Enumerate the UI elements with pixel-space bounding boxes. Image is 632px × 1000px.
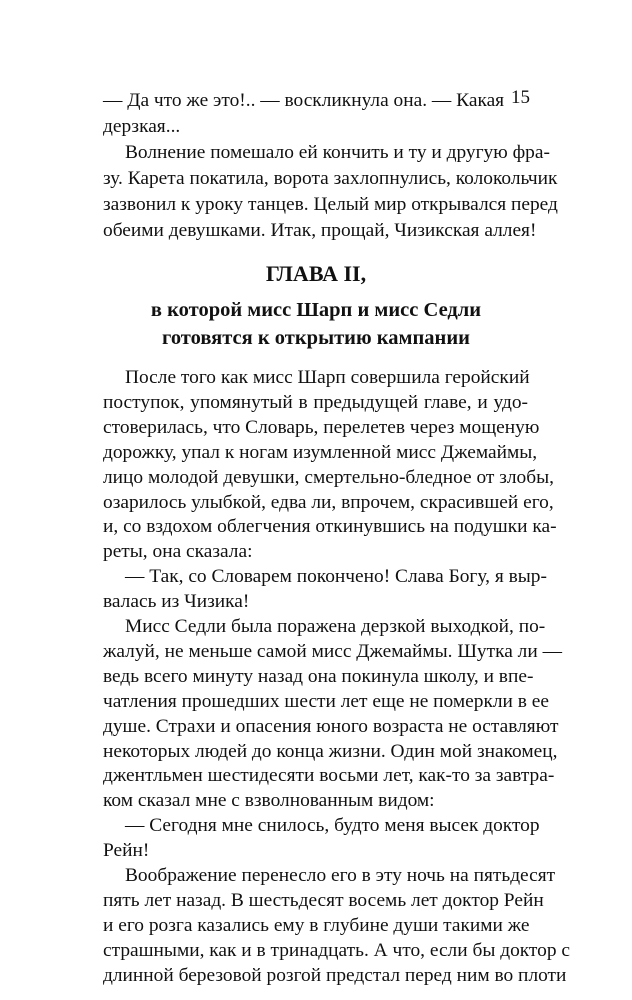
text-line: дорожку, упал к ногам изумленной мисс Джемаймы, bbox=[103, 441, 538, 463]
text-line: — Сегодня мне снилось, будто меня высек доктор bbox=[125, 815, 540, 837]
chapter-subtitle-line: готовятся к открытию кампании bbox=[162, 327, 470, 349]
text-line: зу. Карета покатила, ворота захлопнулись, колокольчик bbox=[103, 168, 558, 189]
text-line: пять лет назад. В шестьдесят восемь лет доктор Рейн bbox=[103, 889, 544, 911]
text-line: и, со вздохом облегчения откинувшись на подушки ка- bbox=[103, 516, 557, 538]
text-line: озарилось улыбкой, едва ли, впрочем, скрасившей его, bbox=[103, 491, 554, 513]
text-line: поступок, упомянутый в предыдущей главе, и удо- bbox=[103, 391, 528, 413]
text-line: стоверилась, что Словарь, перелетев через мощеную bbox=[103, 416, 540, 438]
text-line: душе. Страхи и опасения юного возраста не оставляют bbox=[103, 715, 559, 737]
text-line: некоторых людей до конца жизни. Один мой знакомец, bbox=[103, 740, 558, 762]
text-line: джентльмен шестидесяти восьми лет, как-то за завтра- bbox=[103, 765, 555, 787]
text-line: Воображение перенесло его в эту ночь на пятьдесят bbox=[125, 865, 556, 886]
chapter-title: ГЛАВА II, bbox=[265, 261, 367, 286]
text-line: лицо молодой девушки, смертельно-бледное от злобы, bbox=[103, 466, 554, 488]
text-line: ком сказал мне с взволнованным видом: bbox=[103, 790, 435, 812]
text-line: реты, она сказала: bbox=[103, 541, 253, 563]
text-line: Волнение помешало ей кончить и ту и другую фра- bbox=[125, 142, 550, 163]
text-line: ведь всего минуту назад она покинула школу, и впе- bbox=[103, 665, 534, 687]
text-line: После того как мисс Шарп совершила геройский bbox=[125, 367, 530, 388]
text-line: чатления прошедших шести лет еще не померкли в ее bbox=[103, 690, 549, 712]
text-line: дерзкая... bbox=[103, 116, 181, 137]
text-line: Рейн! bbox=[103, 840, 150, 862]
text-line: обеими девушками. Итак, прощай, Чизикская аллея! bbox=[103, 220, 537, 241]
text-line: и его розга казались ему в глубине души такими же bbox=[103, 914, 530, 936]
page-number: 15 bbox=[511, 87, 530, 108]
text-line: валась из Чизика! bbox=[103, 591, 250, 613]
text-line: жалуй, не меньше самой мисс Джемаймы. Шутка ли — bbox=[103, 640, 562, 662]
text-line: — Да что же это!.. — воскликнула она. — Какая bbox=[103, 90, 505, 111]
text-line: страшными, как и в тринадцать. А что, если бы доктор с bbox=[103, 939, 570, 961]
chapter-subtitle-line: в которой мисс Шарп и мисс Седли bbox=[150, 299, 482, 321]
text-line: зазвонил к уроку танцев. Целый мир открывался перед bbox=[103, 194, 558, 215]
text-line: Мисс Седли была поражена дерзкой выходкой, по- bbox=[125, 616, 546, 637]
text-line: длинной березовой розгой предстал перед ним во плоти bbox=[103, 964, 567, 986]
text-line: — Так, со Словарем покончено! Слава Богу, я выр- bbox=[125, 566, 547, 588]
